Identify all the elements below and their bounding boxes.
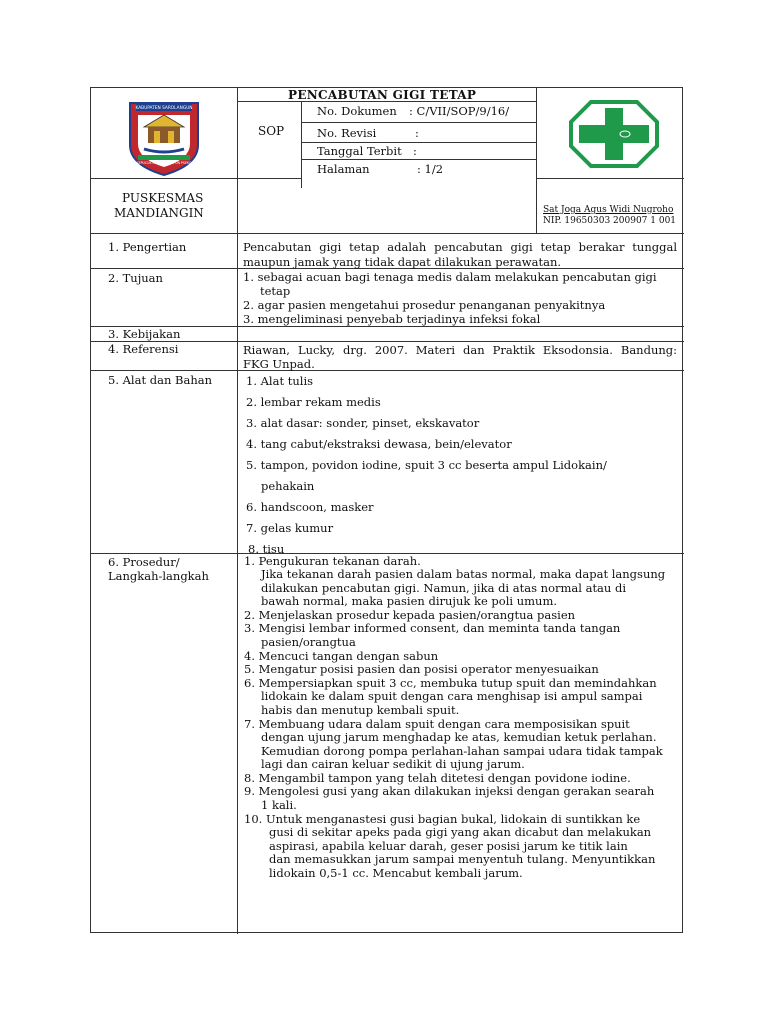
field-label-dokumen: No. Dokumen (317, 104, 397, 118)
alat-item: 8. tisu (248, 542, 285, 556)
field-value-dokumen: : C/VII/SOP/9/16/ (409, 104, 510, 118)
alat-item: 7. gelas kumur (246, 521, 334, 535)
field-value-tanggal: : (413, 144, 417, 158)
label-alat: 5. Alat dan Bahan (108, 373, 212, 387)
label-kebijakan: 3. Kebijakan (108, 327, 181, 341)
label-prosedur-1: 6. Prosedur/ (108, 555, 180, 569)
org-name-line2: MANDIANGIN (114, 206, 204, 220)
label-prosedur-2: Langkah-langkah (108, 569, 209, 583)
tujuan-item: 3. mengeliminasi penyebab terjadinya infeksi fokal (243, 312, 541, 326)
row-divider (91, 370, 684, 371)
field-divider (301, 142, 536, 143)
prosedur-line: 8. Mengambil tampon yang telah ditetesi dengan povidone iodine. (244, 771, 631, 785)
prosedur-line: 10. Untuk menganastesi gusi bagian bukal, lidokain di suntikkan ke (244, 812, 641, 826)
alat-item: 2. lembar rekam medis (246, 395, 381, 409)
field-value-halaman: : 1/2 (417, 162, 444, 176)
document-title: PENCABUTAN GIGI TETAP (288, 88, 477, 102)
prosedur-line: dilakukan pencabutan gigi. Namun, jika di atas normal atau di (261, 581, 627, 595)
prosedur-line: 5. Mengatur posisi pasien dan posisi operator menyesuaikan (244, 662, 599, 676)
prosedur-line: habis dan menutup kembali spuit. (261, 703, 460, 717)
pengertian-line: maupun jamak yang tidak dapat dilakukan perawatan. (243, 255, 562, 269)
signer-name: Sat Joga Agus Widi Nugroho (543, 205, 674, 215)
column-divider (237, 88, 238, 934)
alat-item-cont: pehakain (261, 479, 315, 493)
alat-item: 3. alat dasar: sonder, pinset, ekskavator (246, 416, 480, 430)
prosedur-line: gusi di sekitar apeks pada gigi yang akan dicabut dan melakukan (269, 825, 652, 839)
prosedur-line: 4. Mencuci tangan dengan sabun (244, 649, 439, 663)
label-referensi: 4. Referensi (108, 342, 179, 356)
alat-item: 5. tampon, povidon iodine, spuit 3 cc beserta ampul Lidokain/ (246, 458, 607, 472)
pengertian-line: Pencabutan gigi tetap adalah pencabutan gigi tetap berakar tunggal (243, 240, 677, 254)
prosedur-line: pasien/orangtua (261, 635, 356, 649)
prosedur-line: dengan ujung jarum menghadap ke atas, kemudian ketuk perlahan. (261, 730, 657, 744)
prosedur-line: lidokain ke dalam spuit dengan cara menghisap isi ampul sampai (261, 689, 643, 703)
sop-bottom-divider (237, 178, 301, 179)
prosedur-line: dan memasukkan jarum sampai menyentuh tulang. Menyuntikkan (269, 852, 656, 866)
field-divider (301, 159, 536, 160)
prosedur-line: bawah normal, maka pasien dirujuk ke poli umum. (261, 594, 558, 608)
prosedur-line: 9. Mengolesi gusi yang akan dilakukan injeksi dengan gerakan searah (244, 784, 655, 798)
logo-ribbon-text: SEPUCUK ADAT SERUMPUN PSEKO (136, 161, 192, 165)
field-divider (301, 122, 536, 123)
row-divider (91, 341, 684, 342)
prosedur-line: lagi dan cairan keluar sedikit di ujung jarum. (261, 757, 525, 771)
prosedur-line: 1. Pengukuran tekanan darah. (244, 554, 421, 568)
sop-divider (301, 101, 302, 188)
prosedur-line: 2. Menjelaskan prosedur kepada pasien/orangtua pasien (244, 608, 576, 622)
cross-divider (537, 178, 684, 179)
org-name-line1: PUSKESMAS (122, 191, 204, 205)
header-bottom-divider (91, 233, 684, 234)
referensi-line: FKG Unpad. (243, 357, 315, 371)
prosedur-line: Kemudian dorong pompa perlahan-lahan sampai udara tidak tampak (261, 744, 663, 758)
regency-logo (124, 97, 204, 177)
prosedur-line: lidokain 0,5-1 cc. Mencabut kembali jarum. (269, 866, 523, 880)
field-label-halaman: Halaman (317, 162, 370, 176)
prosedur-line: 6. Mempersiapkan spuit 3 cc, membuka tutup spuit dan memindahkan (244, 676, 657, 690)
prosedur-line: 7. Membuang udara dalam spuit dengan cara memposisikan spuit (244, 717, 630, 731)
logo-divider (91, 178, 237, 179)
health-cross-logo (569, 100, 659, 168)
alat-item: 6. handscoon, masker (246, 500, 374, 514)
sop-document (90, 87, 683, 933)
tujuan-item: 2. agar pasien mengetahui prosedur penanganan penyakitnya (243, 298, 606, 312)
prosedur-line: 1 kali. (261, 798, 297, 812)
alat-item: 4. tang cabut/ekstraksi dewasa, bein/elevator (246, 437, 512, 451)
field-label-tanggal: Tanggal Terbit (317, 144, 402, 158)
prosedur-line: 3. Mengisi lembar informed consent, dan meminta tanda tangan (244, 621, 621, 635)
logo-banner-text: KABUPATEN SAROLANGUN (135, 106, 193, 111)
alat-item: 1. Alat tulis (246, 374, 314, 388)
prosedur-line: aspirasi, apabila keluar darah, geser posisi jarum ke titik lain (269, 839, 628, 853)
signer-nip: NIP. 19650303 200907 1 001 (543, 216, 677, 226)
referensi-line: Riawan, Lucky, drg. 2007. Materi dan Praktik Eksodonsia. Bandung: (243, 343, 677, 357)
header-right-divider (536, 88, 537, 233)
tujuan-item: 1. sebagai acuan bagi tenaga medis dalam melakukan pencabutan gigi (243, 270, 657, 284)
label-tujuan: 2. Tujuan (108, 271, 163, 285)
field-label-revisi: No. Revisi (317, 126, 377, 140)
sop-label: SOP (258, 124, 285, 138)
label-pengertian: 1. Pengertian (108, 240, 187, 254)
field-value-revisi: : (415, 126, 419, 140)
tujuan-item-cont: tetap (260, 284, 291, 298)
prosedur-line: Jika tekanan darah pasien dalam batas normal, maka dapat langsung (261, 567, 666, 581)
